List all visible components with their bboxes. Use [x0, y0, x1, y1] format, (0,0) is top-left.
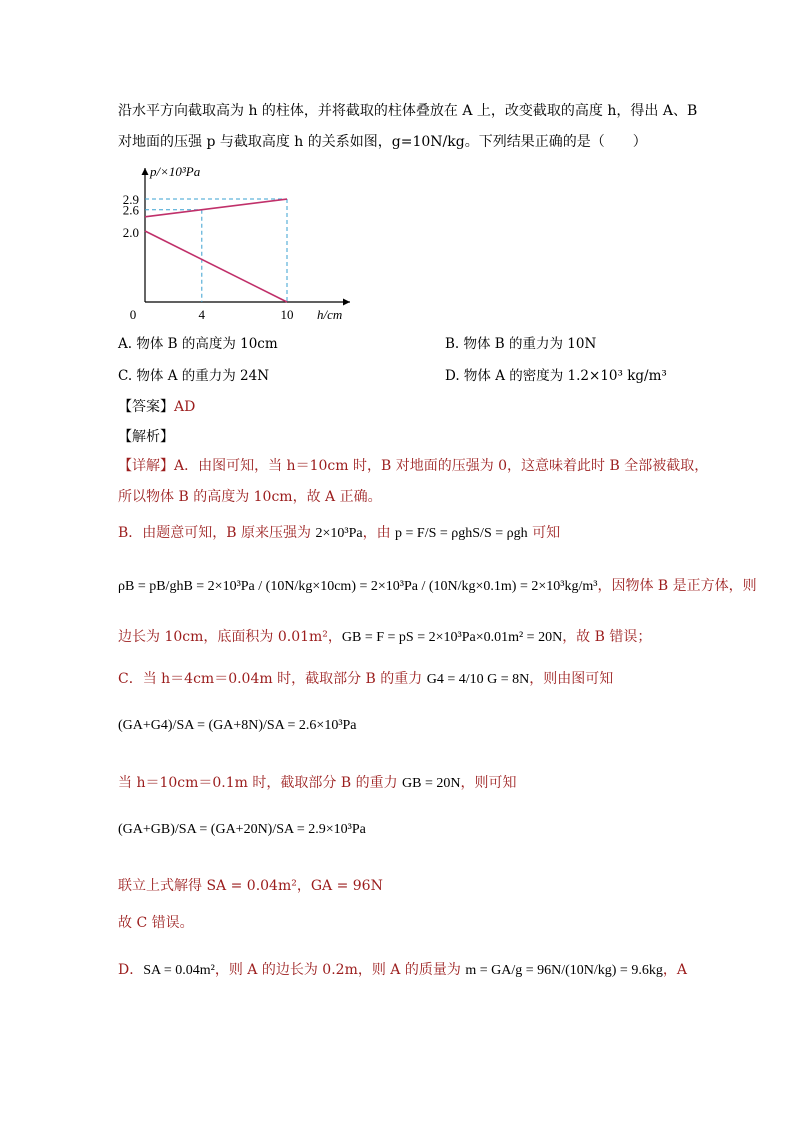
b-wrong: ，故 B 错误；: [562, 629, 652, 645]
solution-c-line-4: 故 C 错误。: [118, 915, 194, 931]
option-d: D. 物体 A 的密度为 1.2×10³ kg/m³: [445, 368, 667, 384]
x-tick-label: 0: [129, 307, 137, 322]
c2-gb-formula: GB = 20N: [402, 776, 461, 791]
rho-b-formula: ρB = pB/ghB = 2×10³Pa / (10N/kg×10cm) = 2×10³Pa / (10N/kg×0.1m) = 2×10³kg/m³: [118, 579, 598, 594]
d1-mass-formula: m = GA/g = 96N/(10N/kg) = 9.6kg: [465, 963, 663, 978]
answer-label: 【答案】: [118, 399, 174, 415]
d1-mid: ，则 A 的边长为 0.2m，则 A 的质量为: [214, 962, 466, 978]
option-c: C. 物体 A 的重力为 24N: [118, 368, 270, 384]
solution-a-line-1: 【详解】A．由图可知，当 h＝10cm 时，B 对地面的压强为 0，这意味着此时 B 全部被截取，: [118, 458, 709, 474]
d1-suffix: ，A: [662, 962, 687, 978]
b-edge: 边长为 10cm，底面积为 0.01m²，: [118, 629, 342, 645]
x-tick-label: 4: [198, 307, 206, 322]
y-tick-label: 2.0: [122, 225, 139, 240]
x-axis-label: h/cm: [317, 307, 343, 322]
b-weight-formula: GB = F = pS = 2×10³Pa×0.01m² = 20N: [341, 630, 563, 645]
solution-c-line-3: 联立上式解得 SA = 0.04m²，GA = 96N: [118, 878, 383, 894]
problem-line-2: 对地面的压强 p 与截取高度 h 的关系如图，g=10N/kg。下列结果正确的是（ ）: [118, 134, 647, 150]
y-tick-label: 2.9: [122, 192, 139, 208]
solution-d-line-1: [118, 960, 687, 981]
d1-prefix: D．: [118, 962, 144, 978]
equation-1: (GA+G4)/SA = (GA+8N)/SA = 2.6×10³Pa: [118, 718, 357, 733]
rho-b-suffix: ，因物体 B 是正方体，则: [597, 578, 757, 594]
solution-c-line-2: [118, 773, 517, 794]
pressure-height-chart: [110, 162, 350, 322]
equation-2: (GA+GB)/SA = (GA+20N)/SA = 2.9×10³Pa: [118, 822, 366, 837]
solution-c-line-1: [118, 669, 613, 690]
c1-g4-formula: G4 = 4/10 G = 8N: [426, 672, 530, 687]
b-initial-pressure: 2×10³Pa: [315, 526, 363, 541]
c1-suffix: ，则由图可知: [529, 671, 614, 687]
problem-line-1: 沿水平方向截取高为 h 的柱体，并将截取的柱体叠放在 A 上，改变截取的高度 h，得出 A、B: [118, 103, 698, 119]
b-prefix: B．由题意可知，B 原来压强为: [118, 525, 316, 541]
b-mid: ，由: [362, 525, 396, 541]
y-axis-label: p/×10³Pa: [150, 164, 201, 179]
solution-b-line-2: [118, 576, 757, 597]
answer-line: [118, 396, 195, 416]
b-pressure-formula: p = F/S = ρghS/S = ρgh: [395, 526, 528, 541]
x-tick-label: 10: [280, 307, 294, 322]
series-line-1: [145, 199, 287, 217]
solution-a-line-2: 所以物体 B 的高度为 10cm，故 A 正确。: [118, 489, 382, 505]
c1-prefix: C．当 h＝4cm＝0.04m 时，截取部分 B 的重力: [118, 671, 427, 687]
series-line-2: [145, 231, 287, 302]
option-a: A. 物体 B 的高度为 10cm: [118, 336, 278, 352]
c2-suffix: ，则可知: [460, 775, 517, 791]
d1-area: SA = 0.04m²: [143, 963, 215, 978]
solution-b-line-3: [118, 627, 651, 648]
option-b: B. 物体 B 的重力为 10N: [445, 336, 597, 352]
b-suffix: 可知: [527, 525, 561, 541]
y-tick-label: 2.6: [122, 202, 139, 218]
solution-b-line-1: [118, 523, 560, 544]
analysis-label: 【解析】: [118, 429, 174, 445]
c2-prefix: 当 h＝10cm＝0.1m 时，截取部分 B 的重力: [118, 775, 403, 791]
answer-value: AD: [174, 399, 196, 415]
